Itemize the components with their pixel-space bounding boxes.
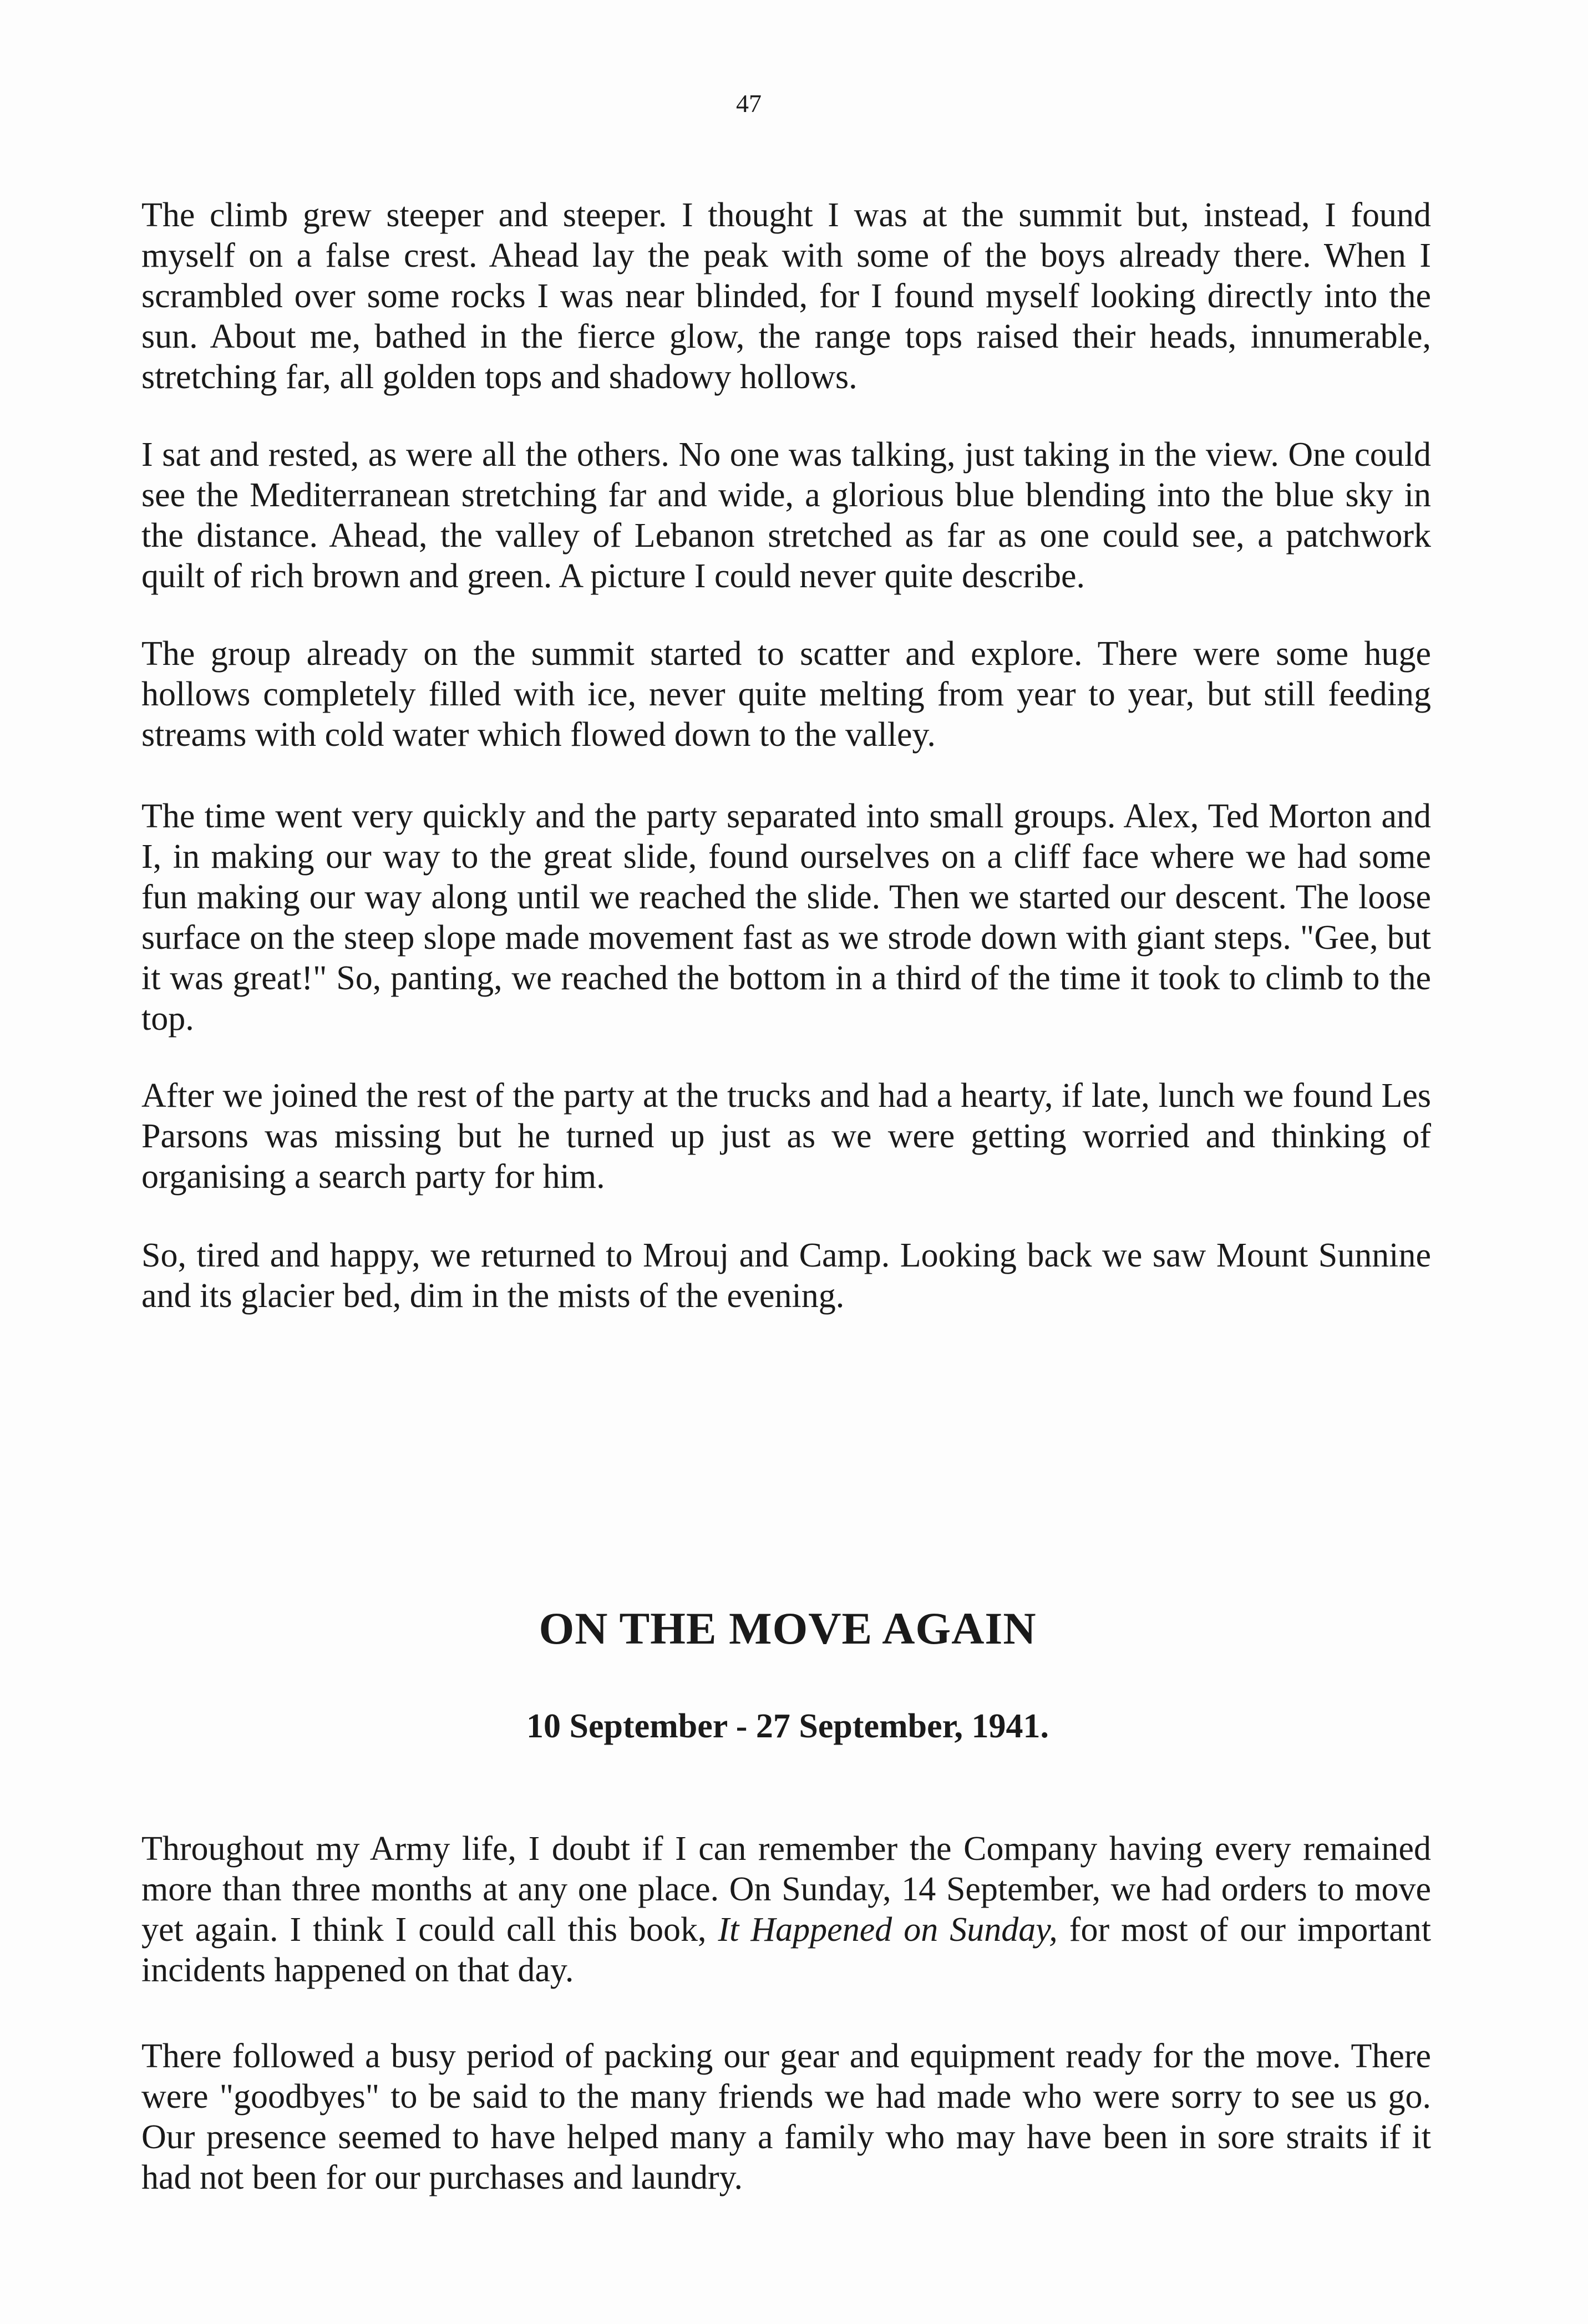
- paragraph-return: So, tired and happy, we returned to Mrouj and Camp. Looking back we saw Mount Sunnine and its glacier bed, dim in the mists of the evening.: [141, 1237, 1431, 1315]
- paragraph-lunch: After we joined the rest of the party at the trucks and had a hearty, if late, lunch we found Les Parsons was missing but he turned up just as we were getting worried and thinking of organising a search party for him.: [141, 1077, 1431, 1196]
- paragraph-army-life-end: for most of our important incidents happened on that day.: [141, 1911, 1432, 1989]
- page-number: 47: [736, 89, 762, 118]
- paragraph-army-life: [141, 1829, 1431, 1991]
- paragraph-descent: The time went very quickly and the party separated into small groups. Alex, Ted Morton and I, in making our way to the great slide, found ourselves on a cliff face where we had some fun making our way along until we reached the slide. Then we started our descent. The loose surface on the steep slope made movement fast as we strode down with giant steps. "Gee, but it was great!" So, panting, we reached the bottom in a third of the time it took to climb to the top.: [141, 797, 1431, 1038]
- paragraph-army-life-start: Throughout my Army life, I doubt if I can remember the Company having every remained more than three months at any one place. On Sunday, 14 September, we had orders to move yet again. I think I could call this book,: [141, 1830, 1431, 1949]
- paragraph-summit-climb: The climb grew steeper and steeper. I thought I was at the summit but, instead, I found myself on a false crest. Ahead lay the peak with some of the boys already there. When I scrambled over some rocks I was near blinded, for I found myself looking directly into the sun. About me, bathed in the fierce glow, the range tops raised their heads, innumerable, stretching far, all golden tops and shadowy hollows.: [141, 196, 1431, 396]
- section-dates: 10 September - 27 September, 1941.: [526, 1707, 1049, 1745]
- paragraph-packing: There followed a busy period of packing our gear and equipment ready for the move. There were "goodbyes" to be said to the many friends we had made who were sorry to see us go. Our presence seemed to have helped many a family who may have been in sore straits if it had not been for our purchases and laundry.: [141, 2037, 1431, 2196]
- paragraph-rest-view: I sat and rested, as were all the others. No one was talking, just taking in the view. One could see the Mediterranean stretching far and wide, a glorious blue blending into the blue sky in the distance. Ahead, the valley of Lebanon stretched as far as one could see, a patchwork quilt of rich brown and green. A picture I could never quite describe.: [141, 436, 1431, 595]
- paragraph-explore: The group already on the summit started to scatter and explore. There were some huge hollows completely filled with ice, never quite melting from year to year, but still feeding streams with cold water which flowed down to the valley.: [141, 635, 1431, 754]
- section-title: ON THE MOVE AGAIN: [539, 1603, 1037, 1654]
- book-title-italic: It Happened on Sunday,: [718, 1911, 1058, 1949]
